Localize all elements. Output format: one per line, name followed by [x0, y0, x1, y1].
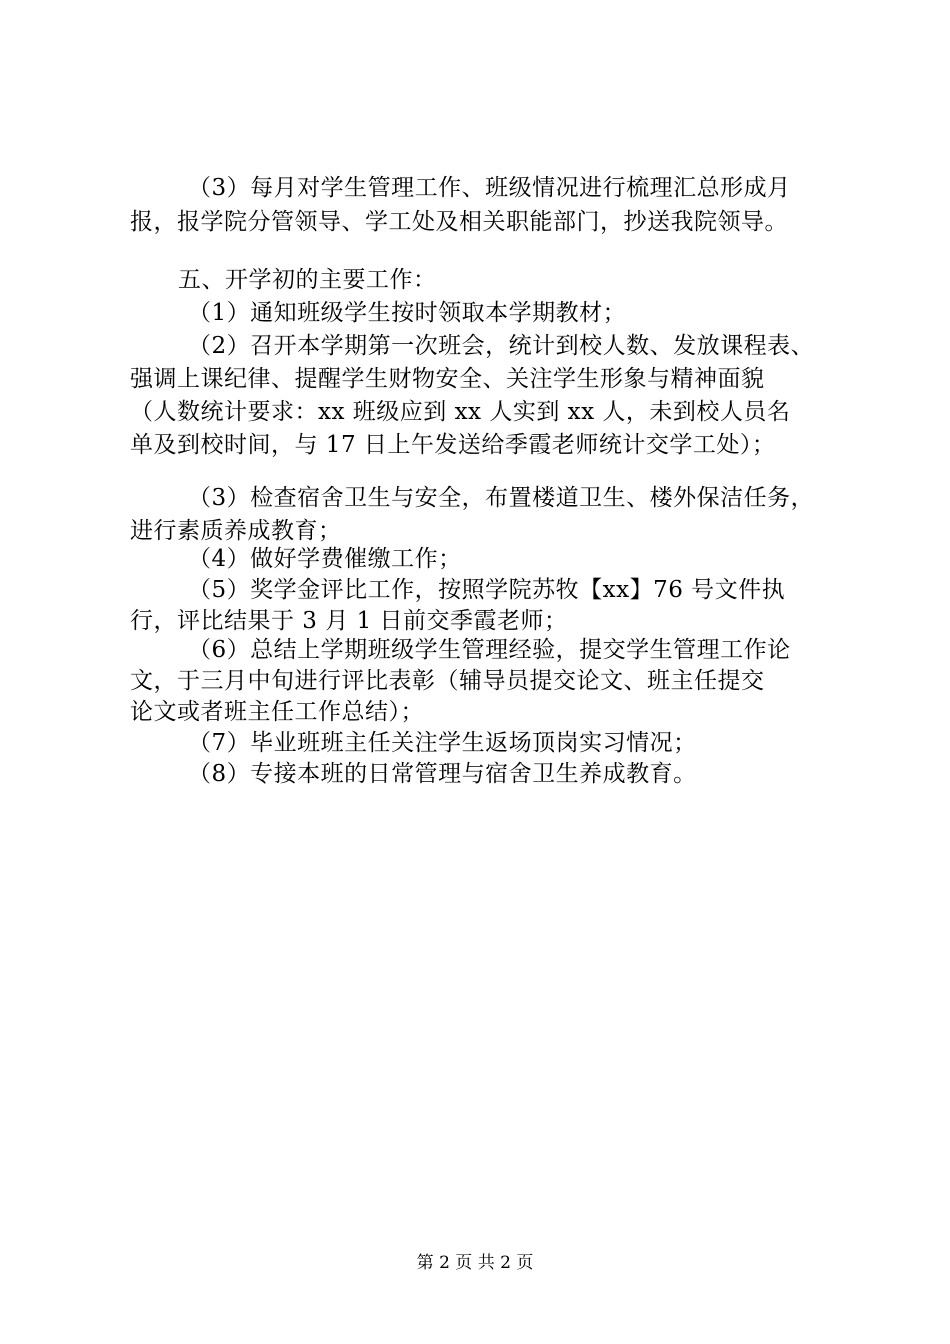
paragraph-line: （4）做好学费催缴工作； — [188, 546, 462, 572]
paragraph-line: （3）检查宿舍卫生与安全，布置楼道卫生、楼外保洁任务， — [188, 485, 815, 511]
paragraph-line: （6）总结上学期班级学生管理经验，提交学生管理工作论 — [188, 637, 791, 663]
paragraph-line: 进行素质养成教育； — [130, 518, 342, 544]
paragraph-line: 行，评比结果于 3 月 1 日前交季霞老师； — [130, 608, 568, 634]
section-heading: 五、开学初的主要工作： — [178, 267, 437, 293]
page-footer: 第 2 页 共 2 页 — [416, 1253, 534, 1273]
paragraph-line: 强调上课纪律、提醒学生财物安全、关注学生形象与精神面貌 — [130, 366, 765, 392]
paragraph-line: 文，于三月中旬进行评比表彰（辅导员提交论文、班主任提交 — [130, 668, 765, 694]
paragraph-line: （人数统计要求：xx 班级应到 xx 人实到 xx 人，未到校人员名 — [130, 399, 791, 425]
paragraph-line: （3）每月对学生管理工作、班级情况进行梳理汇总形成月 — [188, 175, 791, 201]
paragraph-line: 报，报学院分管领导、学工处及相关职能部门，抄送我院领导。 — [130, 209, 788, 235]
paragraph-line: （7）毕业班班主任关注学生返场顶岗实习情况； — [188, 730, 697, 756]
paragraph-line: （2）召开本学期第一次班会，统计到校人数、发放课程表、 — [188, 333, 815, 359]
paragraph-line: （5）奖学金评比工作，按照学院苏牧【xx】76 号文件执 — [188, 577, 786, 603]
paragraph-line: （1）通知班级学生按时领取本学期教材； — [188, 300, 627, 326]
paragraph-line: （8）专接本班的日常管理与宿舍卫生养成教育。 — [188, 761, 697, 787]
paragraph-line: 单及到校时间，与 17 日上午发送给季霞老师统计交学工处）； — [130, 432, 776, 458]
paragraph-line: 论文或者班主任工作总结）； — [130, 699, 424, 725]
